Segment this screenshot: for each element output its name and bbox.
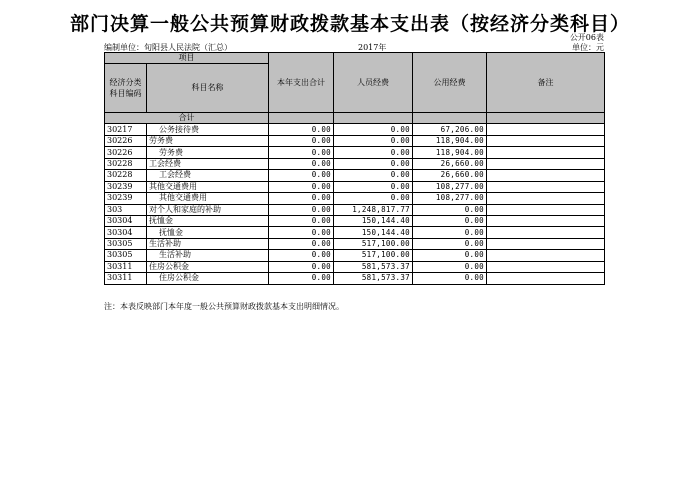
remark-cell: [487, 204, 605, 215]
remark-cell: [487, 238, 605, 249]
remark-cell: [487, 250, 605, 261]
unit-label: 单位：元: [572, 43, 604, 52]
total-cell: 0.00: [269, 204, 334, 215]
total-cell: 0.00: [269, 215, 334, 226]
subject-name-cell: 抚恤金: [147, 227, 269, 238]
table-row: [105, 227, 605, 238]
header-public: 公用经费: [413, 53, 487, 113]
header-remark: 备注: [487, 53, 605, 113]
subject-name-cell: 生活补助: [147, 250, 269, 261]
total-personnel-cell: [334, 113, 413, 124]
table-body: [105, 113, 605, 285]
subject-name-cell: 劳务费: [147, 147, 269, 158]
subject-name-cell: 其他交通费用: [147, 181, 269, 192]
table-row: [105, 158, 605, 169]
personnel-cell: 150,144.40: [334, 227, 413, 238]
public-cell: 0.00: [413, 227, 487, 238]
public-cell: 0.00: [413, 204, 487, 215]
personnel-cell: 150,144.40: [334, 215, 413, 226]
public-cell: 0.00: [413, 261, 487, 272]
total-cell: 0.00: [269, 135, 334, 146]
econ-code-cell: 30239: [105, 193, 147, 204]
total-cell: 0.00: [269, 158, 334, 169]
personnel-cell: 0.00: [334, 181, 413, 192]
subject-name-cell: 生活补助: [147, 238, 269, 249]
econ-code-cell: 30304: [105, 227, 147, 238]
total-cell: 0.00: [269, 250, 334, 261]
remark-cell: [487, 170, 605, 181]
econ-code-cell: 30305: [105, 238, 147, 249]
remark-cell: [487, 193, 605, 204]
personnel-cell: 0.00: [334, 135, 413, 146]
public-cell: 108,277.00: [413, 181, 487, 192]
econ-code-cell: 30311: [105, 273, 147, 284]
header-item: 项目: [105, 53, 269, 64]
personnel-cell: 517,100.00: [334, 250, 413, 261]
econ-code-cell: 30228: [105, 158, 147, 169]
form-code: 公开06表: [569, 33, 604, 42]
personnel-cell: 581,573.37: [334, 261, 413, 272]
personnel-cell: 581,573.37: [334, 273, 413, 284]
table-row: [105, 147, 605, 158]
remark-cell: [487, 124, 605, 135]
personnel-cell: 0.00: [334, 158, 413, 169]
total-cell: 0.00: [269, 181, 334, 192]
total-cell: 0.00: [269, 170, 334, 181]
personnel-cell: 0.00: [334, 170, 413, 181]
total-public-cell: [413, 113, 487, 124]
table-header: [105, 53, 605, 113]
personnel-cell: 0.00: [334, 193, 413, 204]
table-row: [105, 181, 605, 192]
total-cell: 0.00: [269, 147, 334, 158]
econ-code-cell: 30226: [105, 135, 147, 146]
econ-code-cell: 30304: [105, 215, 147, 226]
public-cell: 118,904.00: [413, 135, 487, 146]
subject-name-cell: 劳务费: [147, 135, 269, 146]
econ-code-cell: 30228: [105, 170, 147, 181]
organization-label: 编制单位：旬阳县人民法院（汇总）: [104, 43, 232, 52]
expenditure-table: [104, 52, 605, 285]
remark-cell: [487, 273, 605, 284]
personnel-cell: 517,100.00: [334, 238, 413, 249]
public-cell: 108,277.00: [413, 193, 487, 204]
header-total: 本年支出合计: [269, 53, 334, 113]
remark-cell: [487, 215, 605, 226]
subject-name-cell: 住房公积金: [147, 261, 269, 272]
econ-code-cell: 30217: [105, 124, 147, 135]
table-row: [105, 170, 605, 181]
public-cell: 26,660.00: [413, 158, 487, 169]
subject-name-cell: 住房公积金: [147, 273, 269, 284]
subject-name-cell: 对个人和家庭的补助: [147, 204, 269, 215]
subject-name-cell: 工会经费: [147, 158, 269, 169]
total-cell: 0.00: [269, 261, 334, 272]
header-econ-code: 经济分类科目编码: [105, 64, 147, 113]
subject-name-cell: 公务接待费: [147, 124, 269, 135]
public-cell: 0.00: [413, 273, 487, 284]
remark-cell: [487, 158, 605, 169]
table-row: [105, 238, 605, 249]
table-row: [105, 215, 605, 226]
total-cell: 0.00: [269, 193, 334, 204]
remark-cell: [487, 135, 605, 146]
total-cell: 0.00: [269, 124, 334, 135]
public-cell: 0.00: [413, 250, 487, 261]
econ-code-cell: 30311: [105, 261, 147, 272]
remark-cell: [487, 181, 605, 192]
subject-name-cell: 其他交通费用: [147, 193, 269, 204]
public-cell: 67,206.00: [413, 124, 487, 135]
total-cell: [269, 113, 334, 124]
remark-cell: [487, 147, 605, 158]
econ-code-cell: 303: [105, 204, 147, 215]
table-row: [105, 204, 605, 215]
header-subject-name: 科目名称: [147, 64, 269, 113]
public-cell: 118,904.00: [413, 147, 487, 158]
total-cell: 0.00: [269, 273, 334, 284]
report-year: 2017年: [358, 43, 387, 52]
econ-code-cell: 30226: [105, 147, 147, 158]
total-cell: 0.00: [269, 238, 334, 249]
econ-code-cell: 30239: [105, 181, 147, 192]
table-row: [105, 135, 605, 146]
total-row: [105, 113, 605, 124]
subject-name-cell: 抚恤金: [147, 215, 269, 226]
report-title: 部门决算一般公共预算财政拨款基本支出表（按经济分类科目）: [69, 13, 630, 35]
subject-name-cell: 工会经费: [147, 170, 269, 181]
table-row: [105, 273, 605, 284]
table-row: [105, 193, 605, 204]
remark-cell: [487, 227, 605, 238]
table-row: [105, 261, 605, 272]
personnel-cell: 1,248,817.77: [334, 204, 413, 215]
total-label: 合计: [105, 113, 269, 124]
public-cell: 0.00: [413, 238, 487, 249]
total-cell: 0.00: [269, 227, 334, 238]
header-personnel: 人员经费: [334, 53, 413, 113]
personnel-cell: 0.00: [334, 124, 413, 135]
public-cell: 0.00: [413, 215, 487, 226]
total-remark-cell: [487, 113, 605, 124]
remark-cell: [487, 261, 605, 272]
econ-code-cell: 30305: [105, 250, 147, 261]
personnel-cell: 0.00: [334, 147, 413, 158]
table-row: [105, 250, 605, 261]
table-row: [105, 124, 605, 135]
public-cell: 26,660.00: [413, 170, 487, 181]
table-note: 注：本表反映部门本年度一般公共预算财政拨款基本支出明细情况。: [104, 302, 344, 311]
